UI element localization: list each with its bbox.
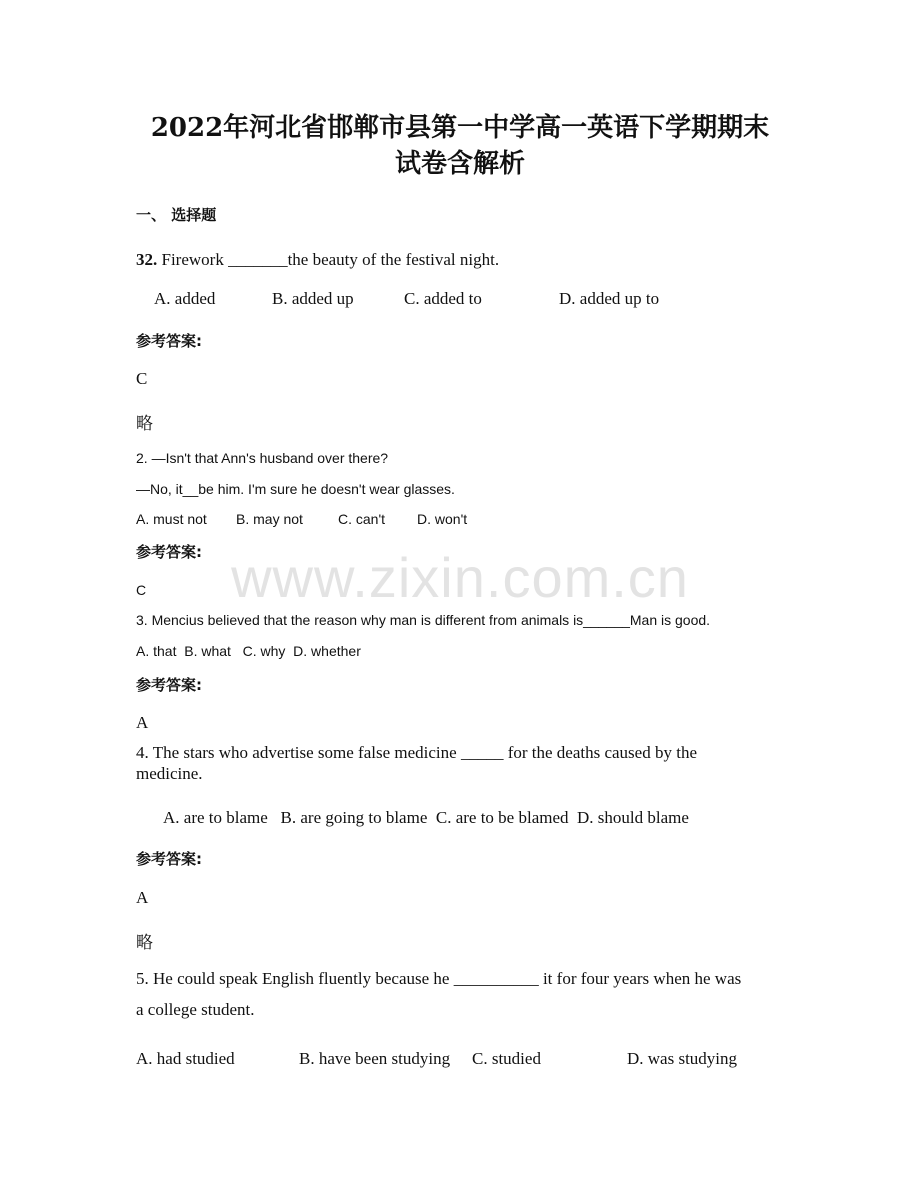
section-heading: 一、 选择题	[136, 206, 217, 224]
answer-label: 参考答案:	[136, 543, 202, 561]
document-title	[0, 110, 920, 182]
question-4-stem-line-1: 4. The stars who advertise some false medicine _____ for the deaths caused by the	[136, 743, 697, 762]
question-32-stem	[136, 250, 499, 270]
option-b: B. added up	[272, 289, 354, 308]
option-d: D. was studying	[627, 1049, 738, 1068]
title-line-2: 试卷含解析	[394, 149, 525, 179]
question-2-stem-line-1: 2. —Isn't that Ann's husband over there?	[136, 450, 389, 466]
answer-value: A	[136, 888, 149, 907]
explanation-note: 略	[136, 414, 153, 433]
explanation-note: 略	[136, 933, 153, 952]
option-a: A. added	[154, 289, 216, 308]
option-a: A. must not	[136, 511, 207, 527]
option-c: C. can't	[338, 511, 386, 527]
option-d: D. won't	[417, 511, 468, 527]
option-c: C. added to	[404, 289, 482, 308]
option-d: D. added up to	[559, 289, 660, 308]
option-c: C. studied	[472, 1049, 541, 1068]
question-5-stem-line-2: a college student.	[136, 1000, 255, 1019]
answer-value: C	[136, 369, 148, 388]
question-5-stem-line-1: 5. He could speak English fluently because he __________ it for four years when he was	[136, 969, 742, 988]
question-4-options: A. are to blame B. are going to blame C. are to be blamed D. should blame	[163, 808, 689, 827]
answer-label: 参考答案:	[136, 850, 202, 868]
question-text: Firework _______the beauty of the festival night.	[157, 250, 500, 269]
question-3-options: A. that B. what C. why D. whether	[136, 643, 361, 659]
answer-label: 参考答案:	[136, 332, 202, 350]
question-2-stem-line-2: —No, it__be him. I'm sure he doesn't wear glasses.	[136, 481, 455, 497]
watermark: www.zixin.com.cn	[231, 546, 689, 609]
answer-value: C	[136, 582, 147, 598]
question-4-stem-line-2: medicine.	[136, 764, 203, 783]
question-3-stem: 3. Mencius believed that the reason why man is different from animals is______Man is good.	[136, 612, 711, 628]
option-a: A. had studied	[136, 1049, 235, 1068]
question-number: 32.	[136, 250, 158, 269]
answer-label: 参考答案:	[136, 676, 202, 694]
option-b: B. have been studying	[299, 1049, 451, 1068]
option-b: B. may not	[236, 511, 303, 527]
answer-value: A	[136, 713, 149, 732]
title-line-1: 2022年河北省邯郸市县第一中学高一英语下学期期末	[150, 113, 770, 143]
